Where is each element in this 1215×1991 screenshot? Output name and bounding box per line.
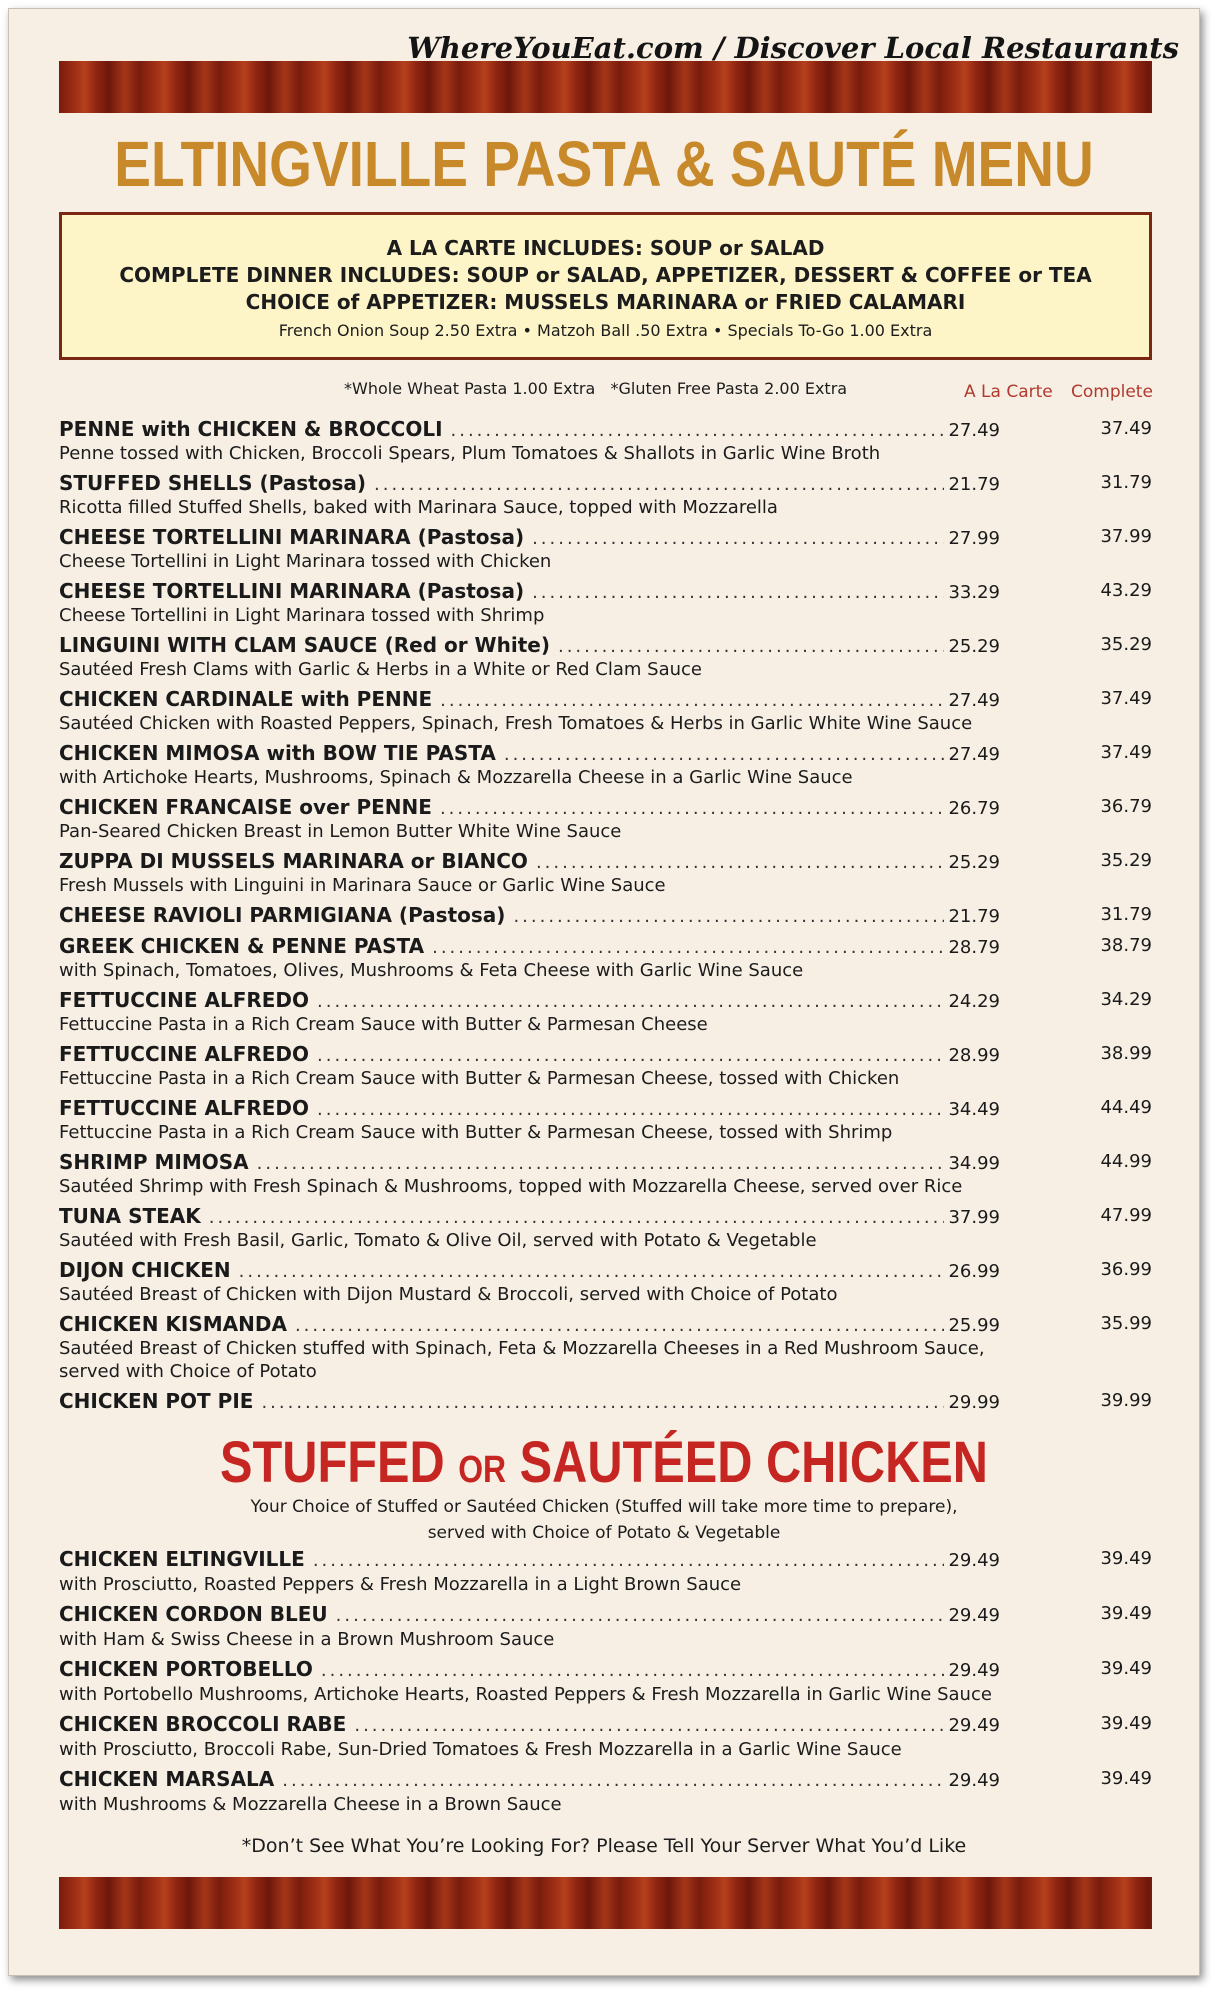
price-alacarte: 27.49 bbox=[948, 744, 1000, 765]
price-alacarte: 29.99 bbox=[948, 1392, 1000, 1413]
menu-item-leader bbox=[59, 934, 1000, 958]
price-complete: 37.49 bbox=[1100, 742, 1152, 763]
menu-item-name: SHRIMP MIMOSA bbox=[59, 1150, 249, 1174]
menu-title: ELTINGVILLE PASTA & SAUTÉ MENU bbox=[114, 128, 1094, 200]
dot-leader bbox=[239, 1261, 944, 1282]
menu-item-row bbox=[59, 1042, 1152, 1067]
price-alacarte: 34.49 bbox=[948, 1099, 1000, 1120]
dot-leader bbox=[336, 1605, 944, 1626]
info-extras: French Onion Soup 2.50 Extra • Matzoh Ball .50 Extra • Specials To-Go 1.00 Extra bbox=[278, 321, 933, 340]
price-alacarte: 25.29 bbox=[948, 852, 1000, 873]
menu-item-description: Sautéed Fresh Clams with Garlic & Herbs in a White or Red Clam Sauce bbox=[59, 659, 702, 680]
menu-item-name: LINGUINI WITH CLAM SAUCE (Red or White) bbox=[59, 633, 550, 657]
wood-footer-band bbox=[59, 1877, 1152, 1929]
price-alacarte: 26.99 bbox=[948, 1261, 1000, 1282]
menu-item-name: CHEESE TORTELLINI MARINARA (Pastosa) bbox=[59, 579, 525, 603]
menu-item-description: Fresh Mussels with Linguini in Marinara Sauce or Garlic Wine Sauce bbox=[59, 875, 666, 896]
price-complete: 31.79 bbox=[1100, 472, 1152, 493]
dot-leader bbox=[374, 474, 944, 495]
price-complete: 31.79 bbox=[1100, 904, 1152, 925]
menu-item-name: FETTUCCINE ALFREDO bbox=[59, 988, 310, 1012]
menu-item-name: CHICKEN MARSALA bbox=[59, 1767, 275, 1791]
menu-item-row bbox=[59, 903, 1152, 928]
price-alacarte: 24.29 bbox=[948, 991, 1000, 1012]
dot-leader bbox=[261, 1392, 944, 1413]
price-alacarte: 27.99 bbox=[948, 528, 1000, 549]
menu-item-leader bbox=[59, 903, 1000, 927]
menu-item-description: Sautéed Breast of Chicken stuffed with Spinach, Feta & Mozzarella Cheeses in a Red Mushroom Sauce, served with Choice of Potato bbox=[59, 1338, 985, 1382]
menu-item bbox=[59, 1312, 1152, 1383]
dot-leader bbox=[440, 798, 944, 819]
menu-item-leader bbox=[59, 1767, 1000, 1791]
price-alacarte: 29.49 bbox=[948, 1605, 1000, 1626]
menu-item bbox=[59, 934, 1152, 982]
menu-item bbox=[59, 1767, 1152, 1816]
price-alacarte: 29.49 bbox=[948, 1770, 1000, 1791]
menu-item-leader bbox=[59, 1602, 1000, 1626]
site-banner: WhereYouEat.com / Discover Local Restaurants bbox=[407, 31, 1179, 65]
dot-leader bbox=[209, 1207, 944, 1228]
menu-item-row bbox=[59, 1204, 1152, 1229]
pasta-extras-note: *Whole Wheat Pasta 1.00 Extra *Gluten Free Pasta 2.00 Extra bbox=[344, 379, 848, 398]
menu-item-description: Fettuccine Pasta in a Rich Cream Sauce with Butter & Parmesan Cheese bbox=[59, 1014, 708, 1035]
price-alacarte: 37.99 bbox=[948, 1207, 1000, 1228]
menu-item-row bbox=[59, 1712, 1152, 1738]
price-alacarte: 21.79 bbox=[948, 474, 1000, 495]
menu-item-leader bbox=[59, 525, 1000, 549]
price-complete: 35.99 bbox=[1100, 1313, 1152, 1334]
menu-item-name: CHICKEN CARDINALE with PENNE bbox=[59, 687, 433, 711]
price-alacarte: 34.99 bbox=[948, 1153, 1000, 1174]
menu-item-leader bbox=[59, 988, 1000, 1012]
menu-item-row bbox=[59, 741, 1152, 766]
footer-note: *Don’t See What You’re Looking For? Please Tell Your Server What You’d Like bbox=[241, 1835, 967, 1857]
menu-item-leader bbox=[59, 687, 1000, 711]
menu-item bbox=[59, 741, 1152, 789]
menu-item-leader bbox=[59, 741, 1000, 765]
menu-item-description: Penne tossed with Chicken, Broccoli Spears, Plum Tomatoes & Shallots in Garlic Wine Broth bbox=[59, 443, 881, 464]
menu-item-row bbox=[59, 1602, 1152, 1628]
dot-leader bbox=[513, 906, 944, 927]
price-alacarte: 29.49 bbox=[948, 1550, 1000, 1571]
menu-item-leader bbox=[59, 1258, 1000, 1282]
menu-item-description: with Spinach, Tomatoes, Olives, Mushrooms & Feta Cheese with Garlic Wine Sauce bbox=[59, 960, 804, 981]
price-complete: 44.49 bbox=[1100, 1097, 1152, 1118]
info-appetizer: CHOICE of APPETIZER: MUSSELS MARINARA or FRIED CALAMARI bbox=[245, 290, 966, 314]
menu-item bbox=[59, 525, 1152, 573]
dot-leader bbox=[432, 937, 944, 958]
column-header-complete: Complete bbox=[1071, 382, 1153, 402]
menu-item-leader bbox=[59, 1389, 1000, 1413]
price-alacarte: 29.49 bbox=[948, 1715, 1000, 1736]
menu-item-leader bbox=[59, 1547, 1000, 1571]
menu-item-description: Pan-Seared Chicken Breast in Lemon Butter White Wine Sauce bbox=[59, 821, 622, 842]
menu-item-row bbox=[59, 633, 1152, 658]
price-alacarte: 28.99 bbox=[948, 1045, 1000, 1066]
dot-leader bbox=[321, 1660, 944, 1681]
menu-item bbox=[59, 633, 1152, 681]
menu-item bbox=[59, 1258, 1152, 1306]
price-complete: 38.79 bbox=[1100, 935, 1152, 956]
menu-item bbox=[59, 417, 1152, 465]
menu-item-description: Sautéed Chicken with Roasted Peppers, Spinach, Fresh Tomatoes & Herbs in Garlic White Wine Sauce bbox=[59, 713, 973, 734]
price-complete: 37.49 bbox=[1100, 418, 1152, 439]
menu-item-name: DIJON CHICKEN bbox=[59, 1258, 231, 1282]
menu-item-description: with Artichoke Hearts, Mushrooms, Spinach & Mozzarella Cheese in a Garlic Wine Sauce bbox=[59, 767, 853, 788]
section-subtitle-line2: served with Choice of Potato & Vegetable bbox=[427, 1523, 781, 1543]
menu-item-name: FETTUCCINE ALFREDO bbox=[59, 1096, 310, 1120]
price-complete: 39.49 bbox=[1100, 1768, 1152, 1789]
menu-item bbox=[59, 1712, 1152, 1761]
menu-item-description: Sautéed Breast of Chicken with Dijon Mustard & Broccoli, served with Choice of Potato bbox=[59, 1284, 838, 1305]
price-complete: 39.49 bbox=[1100, 1713, 1152, 1734]
menu-item-name: CHEESE RAVIOLI PARMIGIANA (Pastosa) bbox=[59, 903, 506, 927]
dot-leader bbox=[504, 744, 944, 765]
menu-page bbox=[8, 8, 1200, 1976]
menu-item-leader bbox=[59, 795, 1000, 819]
menu-item-leader bbox=[59, 1312, 1000, 1336]
price-complete: 44.99 bbox=[1100, 1151, 1152, 1172]
menu-item-row bbox=[59, 579, 1152, 604]
info-box bbox=[59, 212, 1152, 360]
dot-leader bbox=[440, 690, 944, 711]
section-title-chicken bbox=[104, 1429, 1104, 1496]
menu-item-name: CHICKEN MIMOSA with BOW TIE PASTA bbox=[59, 741, 496, 765]
price-alacarte: 29.49 bbox=[948, 1660, 1000, 1681]
menu-item-description: Sautéed Shrimp with Fresh Spinach & Mushrooms, topped with Mozzarella Cheese, served over Rice bbox=[59, 1176, 963, 1197]
price-alacarte: 26.79 bbox=[948, 798, 1000, 819]
menu-item-description: with Prosciutto, Broccoli Rabe, Sun-Dried Tomatoes & Fresh Mozzarella in a Garlic Wine Sauce bbox=[59, 1739, 902, 1760]
menu-item-name: CHICKEN BROCCOLI RABE bbox=[59, 1712, 347, 1736]
menu-item-name: FETTUCCINE ALFREDO bbox=[59, 1042, 310, 1066]
menu-item-name: CHICKEN PORTOBELLO bbox=[59, 1657, 313, 1681]
menu-item-name: ZUPPA DI MUSSELS MARINARA or BIANCO bbox=[59, 849, 528, 873]
dot-leader bbox=[317, 991, 944, 1012]
menu-item-description: Sautéed with Fresh Basil, Garlic, Tomato & Olive Oil, served with Potato & Vegetable bbox=[59, 1230, 817, 1251]
menu-item-name: CHICKEN FRANCAISE over PENNE bbox=[59, 795, 432, 819]
menu-item-leader bbox=[59, 1096, 1000, 1120]
column-header-alacarte: A La Carte bbox=[964, 382, 1053, 402]
menu-item-row bbox=[59, 1312, 1152, 1337]
dot-leader bbox=[536, 852, 944, 873]
dot-leader bbox=[451, 420, 944, 441]
menu-item-row bbox=[59, 849, 1152, 874]
menu-item bbox=[59, 1657, 1152, 1706]
pasta-item-list bbox=[59, 417, 1152, 1420]
menu-item-description: Cheese Tortellini in Light Marinara tossed with Shrimp bbox=[59, 605, 545, 626]
menu-item bbox=[59, 849, 1152, 897]
menu-item-name: CHEESE TORTELLINI MARINARA (Pastosa) bbox=[59, 525, 525, 549]
dot-leader bbox=[317, 1045, 944, 1066]
menu-item-name: PENNE with CHICKEN & BROCCOLI bbox=[59, 417, 443, 441]
price-alacarte: 33.29 bbox=[948, 582, 1000, 603]
menu-item-leader bbox=[59, 1042, 1000, 1066]
menu-item bbox=[59, 1389, 1152, 1414]
menu-item-row bbox=[59, 1258, 1152, 1283]
dot-leader bbox=[257, 1153, 944, 1174]
menu-item-row bbox=[59, 1657, 1152, 1683]
menu-item-name: CHICKEN ELTINGVILLE bbox=[59, 1547, 305, 1571]
section-subtitle-line1: Your Choice of Stuffed or Sautéed Chicken (Stuffed will take more time to prepare), bbox=[250, 1497, 958, 1517]
dot-leader bbox=[282, 1770, 944, 1791]
menu-item-name: TUNA STEAK bbox=[59, 1204, 201, 1228]
menu-item-leader bbox=[59, 849, 1000, 873]
price-complete: 47.99 bbox=[1100, 1205, 1152, 1226]
menu-item-row bbox=[59, 795, 1152, 820]
menu-item-row bbox=[59, 1547, 1152, 1573]
price-complete: 39.49 bbox=[1100, 1603, 1152, 1624]
price-complete: 38.99 bbox=[1100, 1043, 1152, 1064]
menu-item-name: CHICKEN KISMANDA bbox=[59, 1312, 287, 1336]
section-title-sauteed: SAUTÉED CHICKEN bbox=[519, 1430, 988, 1495]
menu-item-name: STUFFED SHELLS (Pastosa) bbox=[59, 471, 367, 495]
menu-item bbox=[59, 1150, 1152, 1198]
price-complete: 39.99 bbox=[1100, 1390, 1152, 1411]
wood-header-band bbox=[59, 61, 1152, 113]
menu-item-description: Cheese Tortellini in Light Marinara tossed with Chicken bbox=[59, 551, 552, 572]
section-subtitle-chicken bbox=[9, 1494, 1199, 1546]
menu-item-row bbox=[59, 687, 1152, 712]
menu-item-row bbox=[59, 417, 1152, 442]
info-complete-dinner: COMPLETE DINNER INCLUDES: SOUP or SALAD, APPETIZER, DESSERT & COFFEE or TEA bbox=[119, 263, 1092, 287]
price-alacarte: 27.49 bbox=[948, 420, 1000, 441]
dot-leader bbox=[532, 582, 944, 603]
dot-leader bbox=[354, 1715, 944, 1736]
menu-item bbox=[59, 1602, 1152, 1651]
info-alacarte: A LA CARTE INCLUDES: SOUP or SALAD bbox=[386, 236, 825, 260]
menu-item-leader bbox=[59, 1712, 1000, 1736]
menu-item-row bbox=[59, 471, 1152, 496]
menu-item-description: with Prosciutto, Roasted Peppers & Fresh Mozzarella in a Light Brown Sauce bbox=[59, 1574, 742, 1595]
price-complete: 36.99 bbox=[1100, 1259, 1152, 1280]
menu-item bbox=[59, 1547, 1152, 1596]
dot-leader bbox=[295, 1315, 944, 1336]
price-complete: 35.29 bbox=[1100, 850, 1152, 871]
menu-item bbox=[59, 1204, 1152, 1252]
menu-item-row bbox=[59, 1150, 1152, 1175]
dot-leader bbox=[532, 528, 944, 549]
price-complete: 43.29 bbox=[1100, 580, 1152, 601]
menu-item bbox=[59, 1042, 1152, 1090]
section-title-or: OR bbox=[458, 1449, 507, 1491]
price-alacarte: 27.49 bbox=[948, 690, 1000, 711]
price-complete: 36.79 bbox=[1100, 796, 1152, 817]
dot-leader bbox=[558, 636, 944, 657]
menu-item-leader bbox=[59, 633, 1000, 657]
price-alacarte: 21.79 bbox=[948, 906, 1000, 927]
price-complete: 34.29 bbox=[1100, 989, 1152, 1010]
menu-item-name: CHICKEN POT PIE bbox=[59, 1389, 254, 1413]
menu-item bbox=[59, 1096, 1152, 1144]
menu-item-leader bbox=[59, 579, 1000, 603]
price-complete: 39.49 bbox=[1100, 1658, 1152, 1679]
menu-item-leader bbox=[59, 1150, 1000, 1174]
menu-item bbox=[59, 687, 1152, 735]
price-alacarte: 28.79 bbox=[948, 937, 1000, 958]
menu-item-description: with Portobello Mushrooms, Artichoke Hearts, Roasted Peppers & Fresh Mozzarella in Garlic Wine Sauce bbox=[59, 1684, 992, 1705]
price-complete: 37.49 bbox=[1100, 688, 1152, 709]
dot-leader bbox=[317, 1099, 944, 1120]
menu-item bbox=[59, 988, 1152, 1036]
menu-item-row bbox=[59, 1096, 1152, 1121]
price-complete: 37.99 bbox=[1100, 526, 1152, 547]
price-complete: 39.49 bbox=[1100, 1548, 1152, 1569]
menu-item-leader bbox=[59, 1657, 1000, 1681]
menu-item-description: Fettuccine Pasta in a Rich Cream Sauce with Butter & Parmesan Cheese, tossed with Shrimp bbox=[59, 1122, 893, 1143]
menu-item-leader bbox=[59, 1204, 1000, 1228]
menu-item-description: Fettuccine Pasta in a Rich Cream Sauce with Butter & Parmesan Cheese, tossed with Chicken bbox=[59, 1068, 900, 1089]
menu-item-description: with Ham & Swiss Cheese in a Brown Mushroom Sauce bbox=[59, 1629, 555, 1650]
menu-item bbox=[59, 903, 1152, 928]
menu-item-name: GREEK CHICKEN & PENNE PASTA bbox=[59, 934, 425, 958]
menu-item bbox=[59, 471, 1152, 519]
menu-item bbox=[59, 795, 1152, 843]
menu-item-row bbox=[59, 934, 1152, 959]
menu-item-row bbox=[59, 1389, 1152, 1414]
price-alacarte: 25.29 bbox=[948, 636, 1000, 657]
menu-item bbox=[59, 579, 1152, 627]
section-title-stuffed: STUFFED bbox=[220, 1430, 445, 1495]
menu-item-name: CHICKEN CORDON BLEU bbox=[59, 1602, 328, 1626]
menu-item-row bbox=[59, 525, 1152, 550]
menu-item-description: with Mushrooms & Mozzarella Cheese in a Brown Sauce bbox=[59, 1794, 562, 1815]
menu-item-leader bbox=[59, 417, 1000, 441]
menu-item-row bbox=[59, 988, 1152, 1013]
menu-item-leader bbox=[59, 471, 1000, 495]
chicken-item-list bbox=[59, 1547, 1152, 1822]
menu-item-row bbox=[59, 1767, 1152, 1793]
dot-leader bbox=[313, 1550, 944, 1571]
price-complete: 35.29 bbox=[1100, 634, 1152, 655]
price-alacarte: 25.99 bbox=[948, 1315, 1000, 1336]
menu-item-description: Ricotta filled Stuffed Shells, baked with Marinara Sauce, topped with Mozzarella bbox=[59, 497, 778, 518]
